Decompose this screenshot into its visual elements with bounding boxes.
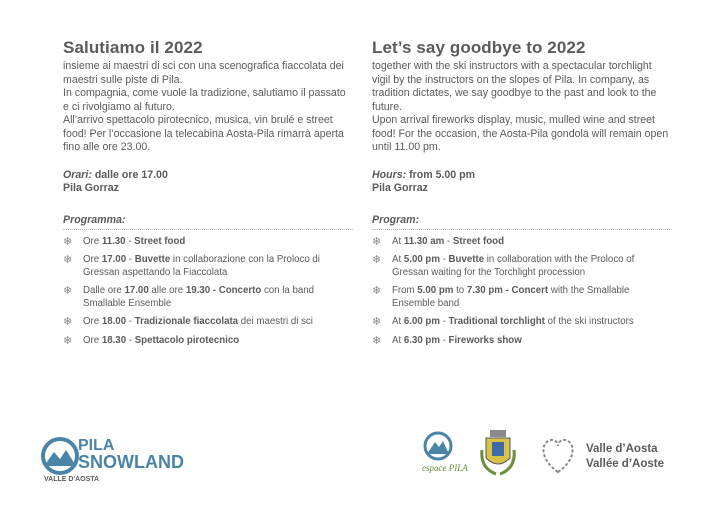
it-paragraph: All’arrivo spettacolo pirotecnico, musica, vin brulé e street food! Per l’occasione la telecabina Aosta-Pila rimarrà aperta fino alle ore 23.00. [63, 114, 344, 153]
divider [63, 229, 353, 230]
it-paragraph: In compagnia, come vuole la tradizione, salutiamo il passato e ci rivolgiamo al futuro. [63, 87, 346, 113]
it-hours [63, 169, 353, 196]
pila-logo-text: PILA [78, 437, 115, 454]
snowflake-icon: ❄ [372, 316, 382, 328]
snowflake-icon: ❄ [372, 285, 382, 297]
pila-mountain-icon [40, 432, 190, 484]
en-hours-value: from 5.00 pm [409, 168, 476, 181]
valle-daosta-text: VALLE D'AOSTA [44, 476, 100, 483]
snowflake-icon: ❄ [372, 235, 382, 248]
pila-snowland-logo [40, 432, 190, 489]
divider [372, 229, 672, 230]
it-title: Salutiamo il 2022 [63, 38, 203, 57]
valle-daosta-label: Valle d’Aosta [586, 443, 658, 455]
coat-of-arms [478, 428, 518, 487]
en-title: Let’s say goodbye to 2022 [372, 38, 586, 57]
english-column [372, 38, 672, 353]
snowflake-icon: ❄ [63, 235, 73, 248]
it-hours-label: Orari: [63, 168, 92, 181]
it-description [63, 60, 353, 155]
program-item: ❄ At 6.00 pm - Traditional torchlight of the ski instructors [372, 316, 634, 328]
espace-pila-text: espace PILA [422, 463, 468, 473]
snowflake-icon: ❄ [63, 285, 73, 297]
snowflake-icon: ❄ [372, 334, 382, 347]
snowflake-icon: ❄ [372, 254, 382, 266]
program-item: ❄ Ore 18.00 - Tradizionale fiaccolata dei maestri di sci [63, 316, 313, 328]
snowflake-icon: ❄ [63, 334, 73, 347]
valle-daosta-logo [538, 432, 668, 483]
it-paragraph: insieme ai maestri di sci con una scenografica fiaccolata dei maestri sulle piste di Pila. [63, 60, 344, 86]
espace-pila-logo [418, 428, 468, 489]
heart-icon [538, 432, 668, 478]
it-program-title: Programma: [63, 213, 126, 226]
vallee-daoste-label: Vallée d’Aoste [586, 458, 664, 470]
snowflake-icon: ❄ [63, 316, 73, 328]
program-item: ❄ Ore 11.30 - Street food [63, 235, 186, 248]
en-hours-label: Hours: [372, 168, 407, 181]
it-program-list [63, 236, 353, 348]
program-item: ❄ Ore 17.00 - Buvette in collaborazione con la Proloco di Gressan aspettando la Fiaccolata [63, 254, 320, 278]
en-hours [372, 169, 672, 196]
en-paragraph: together with the ski instructors with a spectacular torchlight vigil by the instructors on the slopes of Pila. In company, as tradition dictates, we say goodbye to the past and look to the future. [372, 60, 657, 113]
crest-icon [478, 428, 518, 482]
italian-column [63, 38, 353, 353]
program-item: ❄ At 5.00 pm - Buvette in collaboration with the Proloco of Gressan waiting for the Torchlight procession [372, 254, 635, 278]
program-item: ❄ Ore 18.30 - Spettacolo pirotecnico [63, 334, 240, 347]
it-hours-value: dalle ore 17.00 [94, 168, 168, 181]
program-item: ❄ Dalle ore 17.00 alle ore 19.30 - Concerto con la band Smallable Ensemble [63, 285, 315, 309]
it-place: Pila Gorraz [63, 182, 119, 194]
snowflake-icon: ❄ [63, 254, 73, 266]
en-description [372, 60, 672, 155]
snowland-logo-text: SNOWLAND [78, 452, 184, 472]
en-program-title: Program: [372, 213, 420, 226]
en-place: Pila Gorraz [372, 182, 428, 194]
espace-pila-icon [418, 428, 468, 484]
program-item: ❄ From 5.00 pm to 7.30 pm - Concert with the Smallable Ensemble band [372, 285, 630, 309]
en-paragraph: Upon arrival fireworks display, music, mulled wine and street food! For the occasion, the Aosta-Pila gondola will remain open until 11.00 pm. [372, 114, 669, 153]
en-program-list [372, 236, 672, 348]
program-item: ❄ At 11.30 am - Street food [372, 235, 505, 248]
program-item: ❄ At 6.30 pm - Fireworks show [372, 334, 522, 347]
